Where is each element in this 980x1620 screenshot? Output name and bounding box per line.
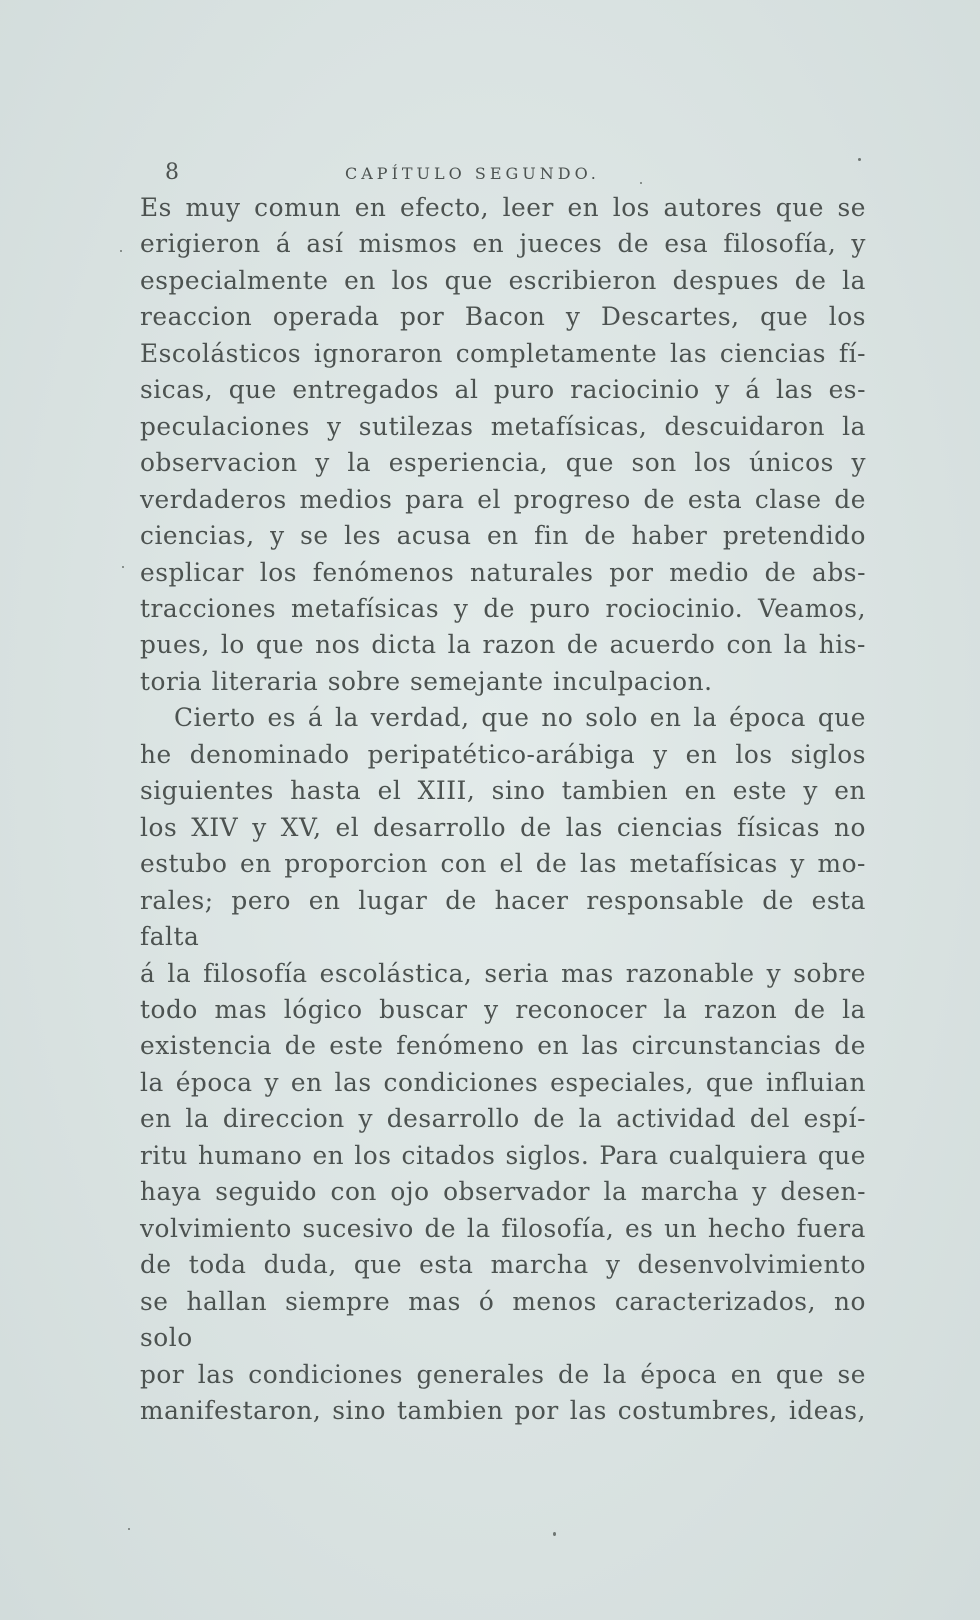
text-line: Escolásticos ignoraron completamente las ciencias fí- bbox=[140, 338, 866, 368]
text-line: manifestaron, sino tambien por las costumbres, ideas, bbox=[140, 1395, 866, 1425]
text-line: Es muy comun en efecto, leer en los autores que se bbox=[140, 193, 866, 222]
text-line: pues, lo que nos dicta la razon de acuerdo con la his- bbox=[140, 630, 866, 660]
paper-speck bbox=[858, 158, 861, 161]
text-line: á la filosofía escolástica, seria mas razonable y sobre bbox=[140, 958, 866, 988]
running-head bbox=[140, 150, 866, 190]
page-number: 8 bbox=[165, 160, 180, 185]
text-line: en la direccion y desarrollo de la actividad del espí- bbox=[140, 1104, 866, 1134]
text-line: todo mas lógico buscar y reconocer la razon de la bbox=[140, 994, 866, 1024]
paper-speck bbox=[120, 250, 122, 252]
text-line: reaccion operada por Bacon y Descartes, que los bbox=[140, 302, 866, 332]
text-line: estubo en proporcion con el de las metafísicas y mo- bbox=[140, 849, 866, 879]
running-title: CAPÍTULO SEGUNDO. bbox=[345, 164, 600, 183]
text-line: observacion y la esperiencia, que son los únicos y bbox=[140, 448, 866, 478]
text-line: se hallan siempre mas ó menos caracterizados, no solo bbox=[140, 1286, 866, 1353]
text-line: toria literaria sobre semejante inculpacion. bbox=[140, 666, 713, 696]
book-page bbox=[140, 150, 866, 1429]
text-line: he denominado peripatético-arábiga y en los siglos bbox=[140, 739, 866, 769]
text-line: ritu humano en los citados siglos. Para cualquiera que bbox=[140, 1140, 866, 1170]
paragraph-1 bbox=[140, 190, 866, 700]
text-line: la época y en las condiciones especiales, que influian bbox=[140, 1067, 866, 1097]
text-line: Cierto es á la verdad, que no solo en la época que bbox=[174, 703, 866, 733]
text-line: erigieron á así mismos en jueces de esa filosofía, y bbox=[140, 229, 866, 259]
text-line: peculaciones y sutilezas metafísicas, descuidaron la bbox=[140, 411, 866, 441]
text-line: haya seguido con ojo observador la marcha y desen- bbox=[140, 1177, 866, 1207]
text-line: esplicar los fenómenos naturales por medio de abs- bbox=[140, 557, 866, 587]
paper-speck bbox=[553, 1532, 556, 1536]
paper-speck bbox=[128, 1528, 130, 1530]
text-line: volvimiento sucesivo de la filosofía, es un hecho fuera bbox=[140, 1213, 866, 1243]
text-line: existencia de este fenómeno en las circunstancias de bbox=[140, 1031, 866, 1061]
body-text bbox=[140, 190, 866, 1429]
paper-speck bbox=[122, 566, 124, 568]
text-line: de toda duda, que esta marcha y desenvolvimiento bbox=[140, 1250, 866, 1280]
text-line: siguientes hasta el XIII, sino tambien en este y en bbox=[140, 776, 866, 806]
text-line: tracciones metafísicas y de puro rociocinio. Veamos, bbox=[140, 593, 866, 623]
paragraph-2 bbox=[140, 700, 866, 1429]
text-line: especialmente en los que escribieron despues de la bbox=[140, 265, 866, 295]
text-line: ciencias, y se les acusa en fin de haber pretendido bbox=[140, 521, 866, 551]
text-line: por las condiciones generales de la época en que se bbox=[140, 1359, 866, 1389]
text-line: sicas, que entregados al puro raciocinio y á las es- bbox=[140, 375, 866, 405]
paper-speck bbox=[640, 182, 642, 184]
text-line: rales; pero en lugar de hacer responsable de esta falta bbox=[140, 885, 866, 952]
text-line: los XIV y XV, el desarrollo de las ciencias físicas no bbox=[140, 812, 866, 842]
text-line: verdaderos medios para el progreso de esta clase de bbox=[140, 484, 866, 514]
